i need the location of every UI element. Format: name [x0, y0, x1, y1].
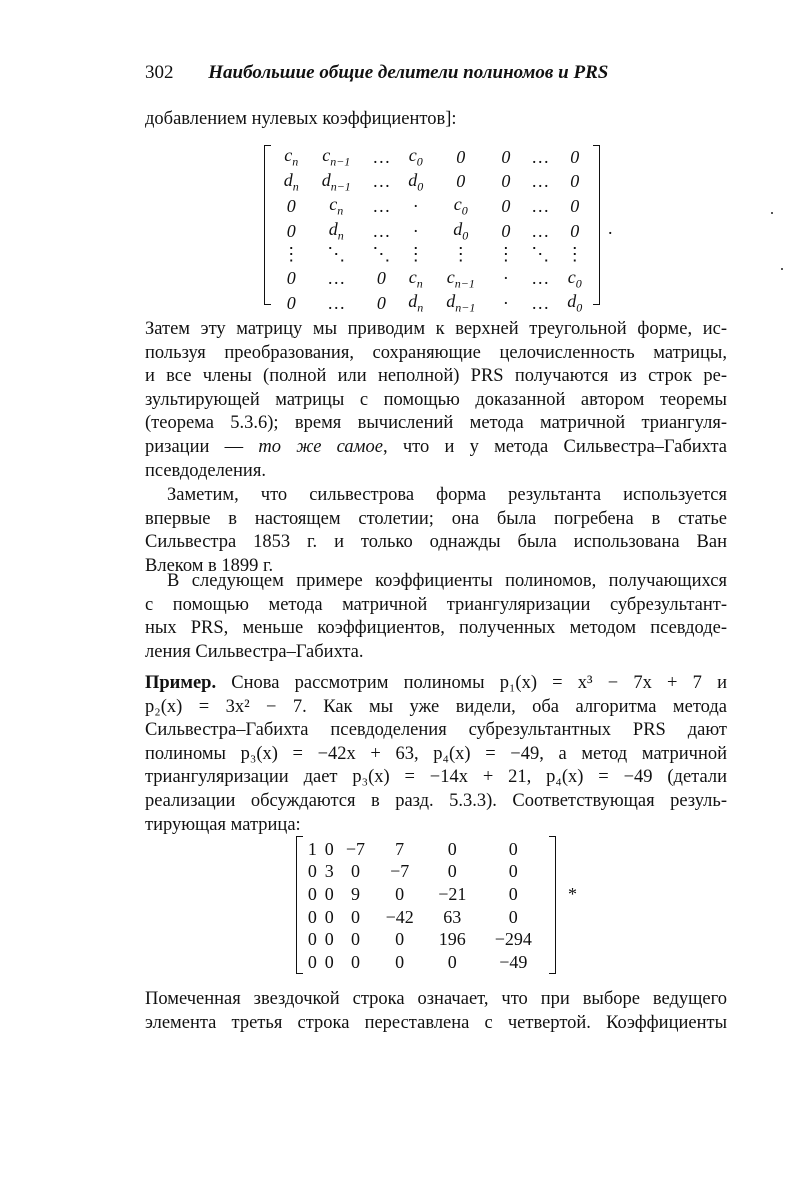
matrix2-cell: 0	[307, 951, 317, 972]
matrix1-cell: 0	[501, 220, 511, 241]
matrix1-row	[274, 267, 592, 292]
matrix2-cell: 0	[447, 838, 457, 859]
matrix2-row	[304, 951, 548, 974]
para3-line: с помощью метода матричной триангуляризации субрезультант-	[145, 594, 727, 615]
matrix2-cell: 3	[324, 861, 334, 882]
matrix1-cell: 0	[286, 292, 296, 313]
matrix1-cell: …	[531, 220, 550, 241]
example-line-text: Снова рассмотрим полиномы p₁(x) = x³ − 7x + 7 и	[231, 673, 728, 693]
matrix1-cell: $c_{n-1}$	[446, 266, 475, 291]
matrix2-cell: 9	[350, 883, 360, 904]
matrix1-cell: $d_0$	[567, 291, 583, 315]
matrix2-cell: −7	[345, 838, 366, 859]
example-line: реализации обсуждаются в разд. 5.3.3). Соответствующая резуль-	[145, 790, 727, 811]
matrix1-cell: 0	[501, 171, 511, 192]
page-number: 302	[145, 62, 174, 83]
matrix1-cell: …	[531, 195, 550, 216]
matrix2-cell: 0	[307, 883, 317, 904]
matrix1-cell: 0	[456, 146, 466, 167]
matrix2-cell: 0	[350, 861, 360, 882]
matrix2-cell: 0	[350, 929, 360, 950]
matrix2-row	[304, 883, 548, 906]
matrix2-row	[304, 906, 548, 929]
intro-text: добавлением нулевых коэффициентов]:	[145, 109, 457, 129]
example-lead: Пример.	[145, 673, 217, 693]
matrix1-row	[274, 243, 592, 266]
star-mark: *	[568, 884, 577, 904]
scan-speck	[771, 212, 773, 214]
example-line: триангуляризации дает p₃(x) = −14x + 21, p₄(x) = −49 (детали	[145, 767, 727, 788]
para2-line: Заметим, что сильвестрова форма результанта используется	[167, 485, 727, 505]
scan-speck	[781, 268, 783, 270]
matrix1-row	[274, 194, 592, 219]
para3-line: ных PRS, меньше коэффициентов, полученных методом псевдоде-	[145, 618, 727, 639]
result-matrix-table	[304, 838, 548, 974]
para3-line: В следующем примере коэффициенты полиномов, получающихся	[167, 571, 727, 591]
matrix1-cell: ⋮	[282, 244, 301, 265]
matrix1-period: .	[608, 218, 613, 238]
matrix2-cell: 0	[395, 883, 405, 904]
matrix1-cell: ·	[502, 292, 509, 313]
matrix2-cell: 0	[324, 883, 334, 904]
matrix2-cell: −42	[385, 906, 414, 927]
example-line: p₂(x) = 3x² − 7. Как мы уже видели, оба алгоритма метода	[145, 696, 727, 717]
matrix2-cell: 63	[443, 906, 462, 927]
matrix1-cell: 0	[501, 195, 511, 216]
matrix1-cell: 0	[286, 195, 296, 216]
matrix2-cell: 0	[350, 951, 360, 972]
matrix1-cell: ⋱	[327, 244, 346, 265]
para3-line: ления Сильвестра–Габихта.	[145, 641, 364, 662]
matrix1-cell: …	[531, 292, 550, 313]
matrix1-cell: 0	[376, 268, 386, 289]
matrix1-cell: $c_0$	[408, 145, 423, 169]
matrix1-cell: 0	[456, 171, 466, 192]
paragraph-2	[145, 484, 727, 578]
matrix1-row	[274, 291, 592, 316]
para1-line-end: , что и у метода Сильвестра–Габихта	[382, 436, 727, 457]
matrix2-cell: 7	[395, 838, 405, 859]
matrix1-cell: 0	[570, 171, 580, 192]
matrix2-row	[304, 861, 548, 884]
matrix1-cell: $c_{n-1}$	[322, 145, 351, 169]
matrix1-cell: $d_{n-1}$	[321, 169, 351, 194]
paragraph-1	[145, 318, 727, 483]
matrix2-cell: 0	[307, 929, 317, 950]
left-bracket	[296, 836, 303, 974]
matrix1-cell: 0	[286, 220, 296, 241]
matrix2-row	[304, 928, 548, 951]
matrix1-cell: ⋮	[565, 244, 584, 265]
matrix1-row	[274, 145, 592, 170]
matrix1-cell: …	[531, 171, 550, 192]
example-paragraph	[145, 672, 727, 837]
matrix2-cell: 0	[307, 861, 317, 882]
example-line	[145, 672, 727, 696]
para2-line: Влеком в 1899 г.	[145, 555, 274, 576]
emphasis-same: то же самое	[258, 436, 383, 457]
matrix2-cell: 0	[447, 951, 457, 972]
right-bracket	[549, 836, 556, 974]
matrix1-cell: 0	[376, 292, 386, 313]
matrix1-cell: $c_0$	[567, 266, 582, 291]
example-line: тирующая матрица:	[145, 814, 301, 835]
para2-line: Сильвестра 1853 г. и только однажды была использована Ван	[145, 532, 727, 553]
matrix1-cell: $d_{n-1}$	[446, 291, 476, 315]
matrix2-cell: 1	[307, 838, 317, 859]
result-matrix	[296, 836, 556, 974]
matrix1-row	[274, 170, 592, 195]
matrix1-cell: ·	[412, 195, 419, 216]
para1-line	[145, 436, 727, 460]
matrix2-cell: −21	[438, 883, 467, 904]
para1-line: Затем эту матрицу мы приводим к верхней треугольной форме, ис-	[145, 319, 727, 339]
matrix2-cell: 196	[438, 929, 466, 950]
matrix1-cell: $d_0$	[408, 169, 424, 194]
matrix2-cell: 0	[508, 838, 518, 859]
para1-line: зультирующей матрицы с помощью доказанной автором теоремы	[145, 389, 727, 410]
matrix2-cell: 0	[350, 906, 360, 927]
matrix1-cell: 0	[501, 146, 511, 167]
matrix2-cell: −294	[494, 929, 532, 950]
page-header	[145, 62, 608, 84]
sylvester-matrix	[264, 145, 600, 315]
matrix1-cell: $d_0$	[453, 218, 469, 243]
matrix1-cell: 0	[570, 220, 580, 241]
matrix1-cell: …	[372, 171, 391, 192]
running-title: Наибольшие общие делители полиномов и PRS	[208, 62, 609, 83]
matrix1-cell: 0	[570, 146, 580, 167]
matrix1-cell: …	[531, 268, 550, 289]
matrix1-cell: ⋮	[451, 244, 470, 265]
paragraph-4	[145, 988, 727, 1035]
para1-line: и все члены (полной или неполной) PRS получаются из строк ре-	[145, 366, 727, 387]
matrix2-cell: 0	[508, 883, 518, 904]
para1-line: (теорема 5.3.6); время вычислений метода матричной триангуля-	[145, 413, 727, 434]
matrix1-cell: …	[531, 146, 550, 167]
example-line: полиномы p₃(x) = −42x + 63, p₄(x) = −49, а метод матричной	[145, 743, 727, 764]
matrix1-cell: $c_n$	[408, 266, 423, 291]
matrix2-cell: 0	[395, 951, 405, 972]
para2-line: впервые в настоящем столетии; она была погребена в статье	[145, 508, 727, 529]
matrix1-cell: $d_n$	[408, 291, 424, 315]
matrix1-cell: 0	[570, 195, 580, 216]
matrix1-row	[274, 219, 592, 244]
para4-line: Помеченная звездочкой строка означает, что при выборе ведущего	[145, 989, 727, 1009]
matrix2-cell: 0	[324, 906, 334, 927]
matrix1-cell: …	[372, 195, 391, 216]
matrix2-row	[304, 838, 548, 861]
matrix2-cell: 0	[324, 838, 334, 859]
matrix2-cell: 0	[447, 861, 457, 882]
matrix1-cell: ⋮	[406, 244, 425, 265]
matrix2-cell: 0	[307, 906, 317, 927]
para4-line: элемента третья строка переставлена с четвертой. Коэффициенты	[145, 1012, 727, 1033]
matrix2-cell: 0	[395, 929, 405, 950]
matrix1-cell: ⋱	[372, 244, 391, 265]
matrix2-cell: −7	[390, 861, 410, 882]
matrix1-cell: $c_n$	[329, 194, 344, 218]
matrix1-cell: $d_n$	[328, 218, 344, 243]
matrix1-cell: …	[372, 146, 391, 167]
para1-line: пользуя преобразования, сохраняющие целочисленность матрицы,	[145, 342, 727, 363]
matrix1-cell: ·	[412, 220, 419, 241]
paragraph-3	[145, 570, 727, 664]
para1-line: псевдоделения.	[145, 460, 266, 481]
matrix1-cell: 0	[286, 268, 296, 289]
matrix1-cell: ⋱	[531, 244, 550, 265]
sylvester-matrix-table	[274, 145, 592, 316]
matrix1-cell: …	[327, 268, 346, 289]
example-line: Сильвестра–Габихта псевдоделения субрезультантных PRS дают	[145, 720, 727, 741]
matrix1-cell: ⋮	[496, 244, 515, 265]
matrix2-cell: −49	[499, 951, 528, 972]
matrix1-cell: …	[372, 220, 391, 241]
matrix2-cell: 0	[324, 929, 334, 950]
matrix2-cell: 0	[508, 906, 518, 927]
matrix1-cell: $d_n$	[283, 169, 299, 194]
intro-line	[145, 108, 727, 132]
matrix1-cell: ·	[502, 268, 509, 289]
matrix2-cell: 0	[508, 861, 518, 882]
matrix1-cell: …	[327, 292, 346, 313]
matrix1-cell: $c_n$	[284, 145, 299, 169]
para1-line-start: ризации —	[145, 436, 259, 457]
left-bracket	[264, 145, 271, 305]
right-bracket	[593, 145, 600, 305]
matrix2-cell: 0	[324, 951, 334, 972]
matrix1-cell: $c_0$	[453, 194, 468, 218]
